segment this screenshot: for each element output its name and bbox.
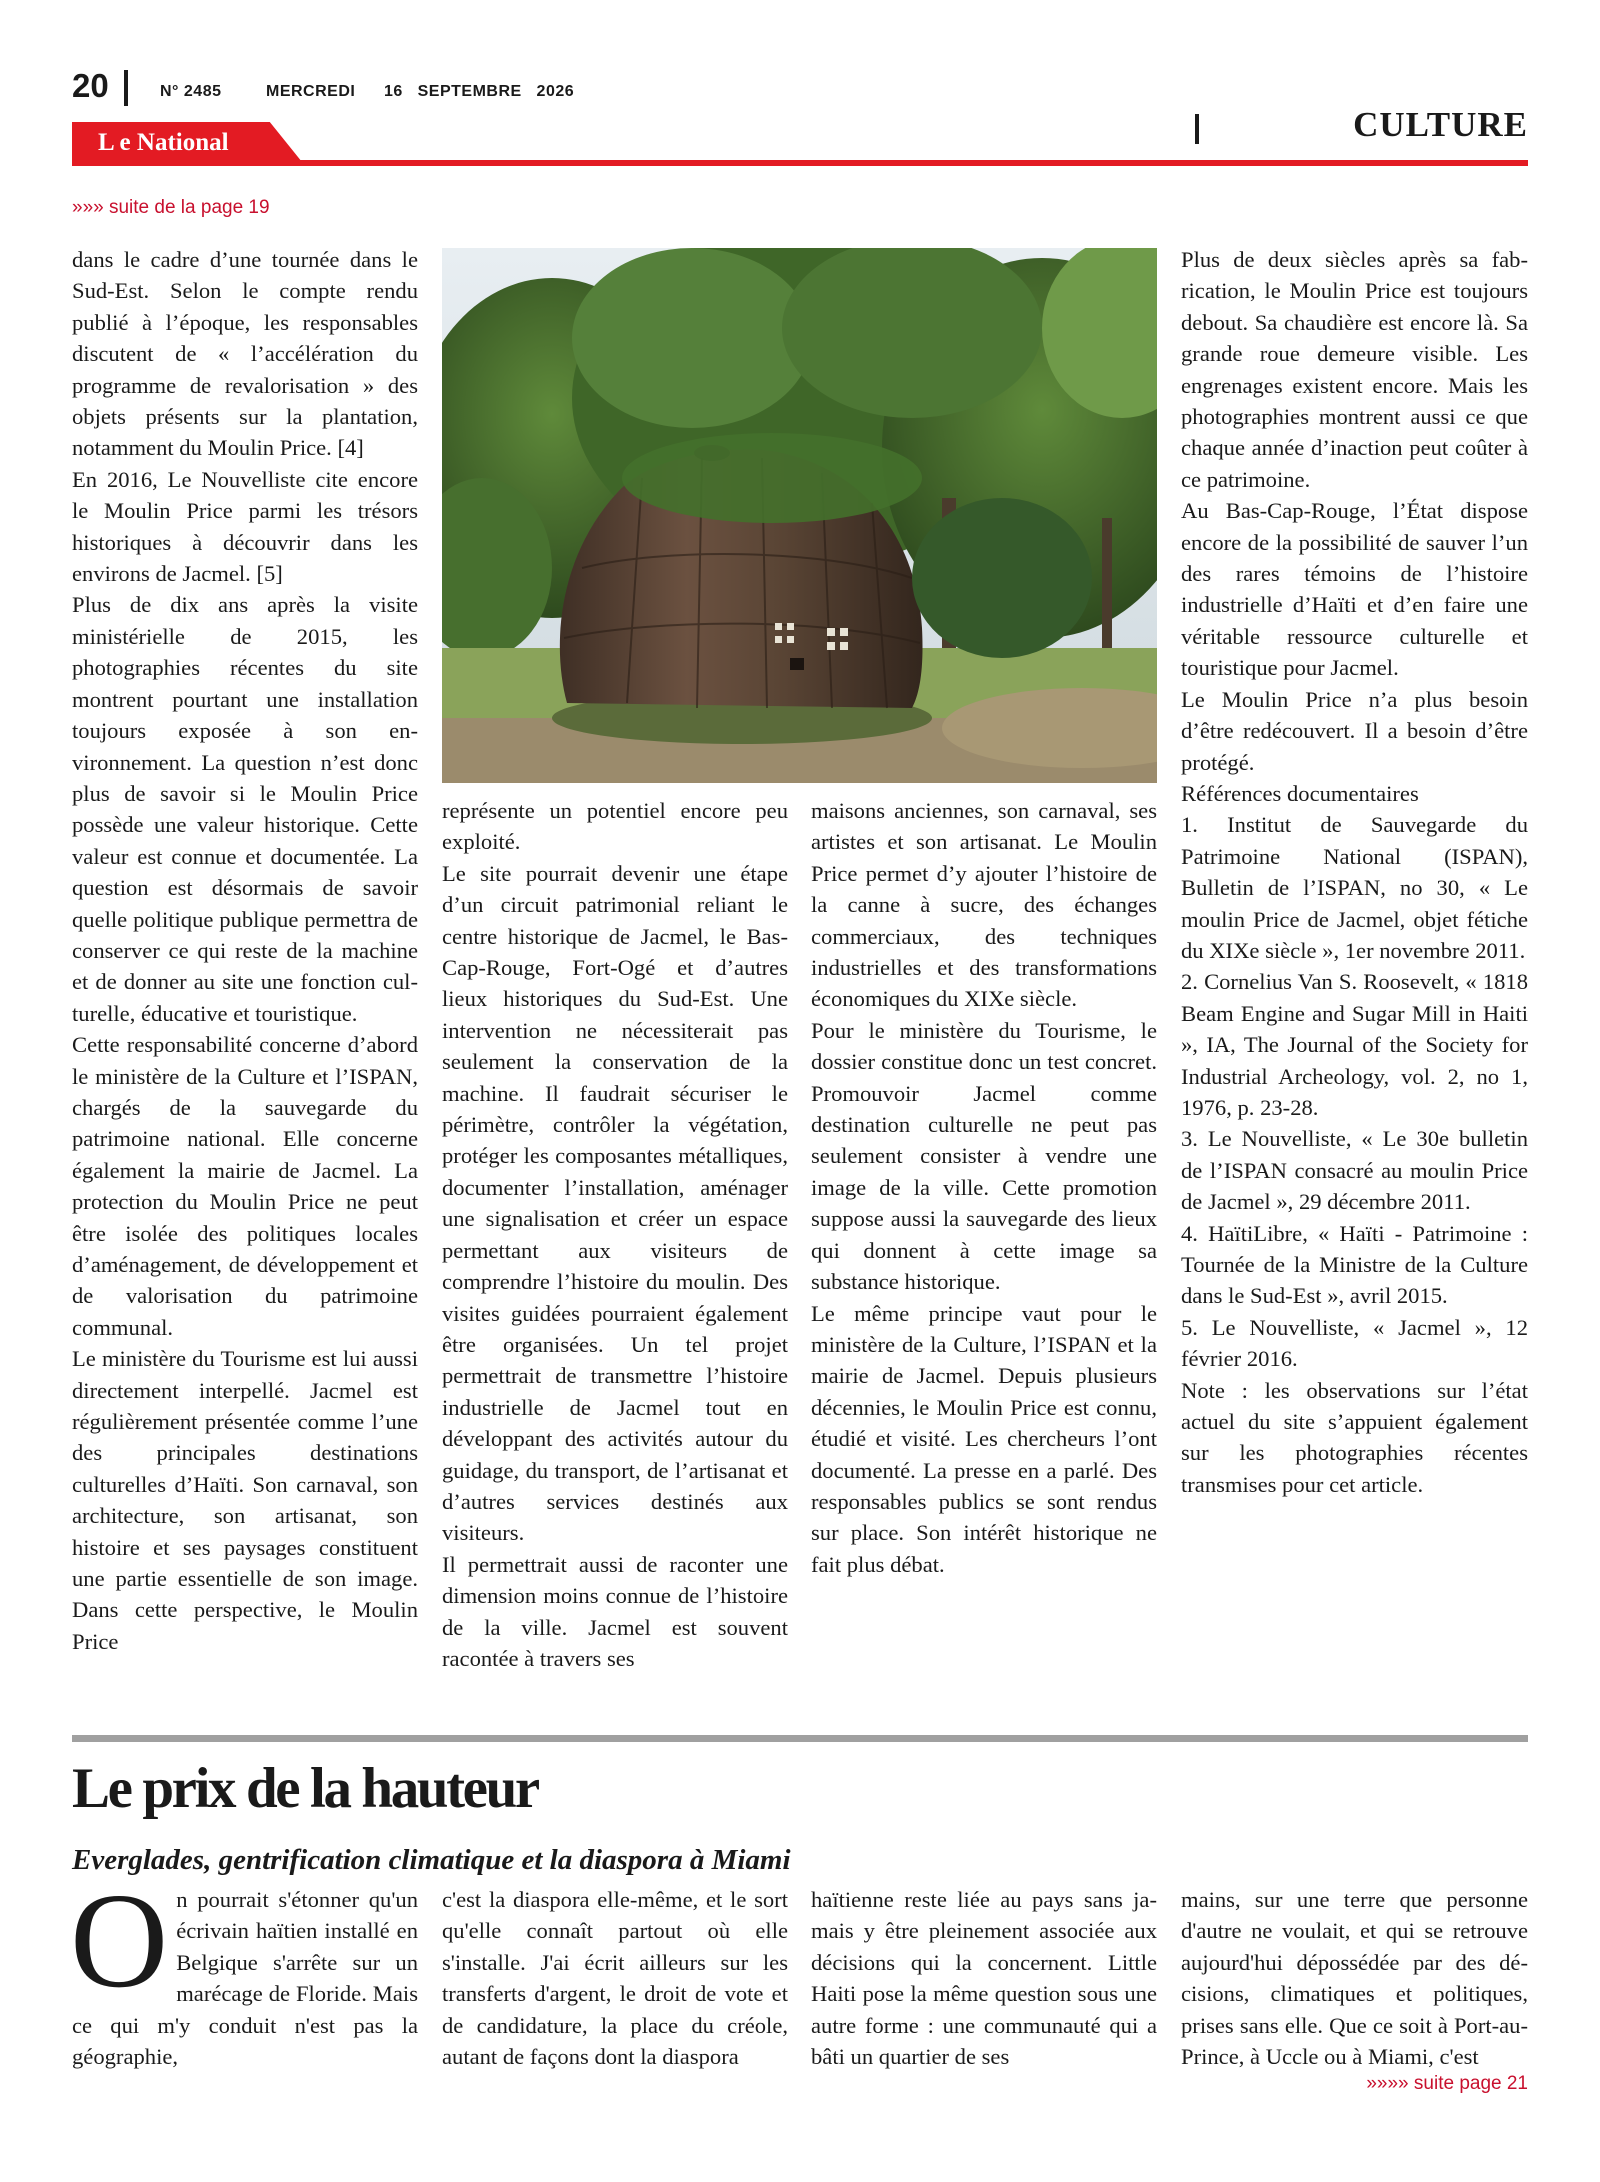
section-title: CULTURE — [1353, 105, 1528, 144]
article-column-1 — [72, 244, 418, 1657]
paragraph: Plus de dix ans après la visite ministérielle de 2015, les photographies récentes du site montrent pourtant une installation toujours exposée à son environnement. La question n’est donc plus de savoir si le Moulin Price possède une valeur historique. Cette valeur est connue et documentée. La question est désormais de savoir quelle politique publique permettra de conserver ce qui reste de la machine et de donner au site une fonction culturelle, éducative et touristique. — [72, 592, 418, 1026]
paragraph: dans le cadre d’une tournée dans le Sud-Est. Selon le compte rendu publié à l’époque, les responsables discutent de « l’accélération du programme de revalorisation » des objets présents sur la plantation, notamment du Moulin Price. [4] — [72, 247, 418, 461]
paragraph: Cette responsabilité concerne d’abord le ministère de la Culture et l’ISPAN, chargés de la sauvegarde du patrimoine national. Elle concerne également la mairie de Jacmel. La protection du Moulin Price ne peut être isolée des politiques locales d’aménagement, de développement et de valorisation du patrimoine communal. — [72, 1032, 418, 1340]
drop-cap: O — [70, 1866, 169, 2016]
paragraph: Le site pourrait devenir une étape d’un circuit patrimonial reliant le centre historique de Jacmel, le Bas-Cap-Rouge, Fort-Ogé et d’autres lieux historiques du Sud-Est. Une intervention ne nécessiterait pas seulement la conservation de la machine. Il faudrait sécuriser le périmètre, contrôler la végétation, protéger les composantes métalliques, documenter l’installation, aménager une signalisation et créer un espace permettant aux visiteurs de comprendre l’histoire du moulin. Des visites guidées pourraient également être organisées. Un tel projet permettrait de transmettre l’histoire industrielle de Jacmel tout en développant des activités autour du guidage, du transport, de l’artisanat et d’autres services destinés aux visiteurs. — [442, 860, 788, 1546]
section-divider — [1195, 114, 1199, 144]
paragraph: maisons anciennes, son carnaval, ses artistes et son artisanat. Le Moulin Price permet d’y ajouter l’histoire de la canne à sucre, des échanges commerciaux, des techniques industrielles et des transformations économiques du XIXe siècle. — [811, 798, 1157, 1012]
paragraph: Au Bas-Cap-Rouge, l’État dispose encore de la possibilité de sauver l’un des rares témoins de l’histoire industrielle d’Haïti et d’en faire une véritable ressource culturelle et touristique pour Jacmel. — [1181, 498, 1528, 681]
paragraph: Le même principe vaut pour le ministère de la Culture, l’ISPAN et la mairie de Jacmel. Depuis plusieurs décennies, le Moulin Price est connu, étudié et visité. Les chercheurs l’ont documenté. La presse en a parlé. Des responsables publics se sont rendus sur place. Son intérêt historique ne fait plus débat. — [811, 1300, 1157, 1577]
article-separator — [72, 1735, 1528, 1742]
article2-column-1 — [70, 1866, 418, 2072]
article2-column-3: haïtienne reste liée au pays sans jamais y être pleinement associée aux décisions qui la concernent. Little Haiti pose la même question sous une autre forme : une communauté qui a bâti un quartier de ses — [811, 1887, 1157, 2070]
article2-column-4: mains, sur une terre que personne d'autre ne voulait, et qui se retrouve aujourd'hui dépossédée par des décisions, climatiques et politiques, prises sans elle. Que ce soit à Port-au-Prince, à Uccle ou à Miami, c'est — [1181, 1887, 1528, 2070]
paragraph: Pour le ministère du Tourisme, le dossier constitue donc un test concret. Promouvoir Jacmel comme destination culturelle ne peut pas seulement consister à vendre une image de la ville. Cette promotion suppose aussi la sauvegarde des lieux qui donnent à cette image sa substance historique. — [811, 1017, 1157, 1295]
issue-date: 16 SEPTEMBRE 2026 — [384, 83, 575, 100]
paragraph: Le ministère du Tourisme est lui aussi directement interpellé. Jacmel est régulièrement présentée comme l’une des principales destinations culturelles d’Haïti. Son carnaval, son architecture, son artisanat, son histoire et ses paysages constituent une partie essentielle de son image. Dans cette perspective, le Moulin Price — [72, 1346, 418, 1654]
article-subtitle: Everglades, gentrification climatique et la diaspora à Miami — [72, 1844, 791, 1876]
note-paragraph: Note : les observations sur l’état actuel du site s’appuient également sur les photographies récentes transmises pour cet article. — [1181, 1377, 1528, 1497]
continued-to-link[interactable]: »»»» suite page 21 — [1366, 2073, 1528, 2094]
header-red-rule — [72, 160, 1528, 166]
paragraph: En 2016, Le Nouvelliste cite encore le Moulin Price parmi les trésors historiques à découvrir dans les environs de Jacmel. [5] — [72, 466, 418, 587]
continued-from-note: »»» suite de la page 19 — [72, 197, 270, 218]
article-headline: Le prix de la hauteur — [72, 1757, 538, 1820]
article2-column-2: c'est la diaspora elle-même, et le sort qu'elle connaît partout où elle s'installe. J'ai écrit ailleurs sur les transferts d'argent, le droit de vote et de candidature, la place du créole, autant de façons dont la diaspora — [442, 1887, 788, 2070]
paragraph: n pourrait s'étonner qu'un écrivain haïtien installé en Belgique s'arrête sur un marécage de Floride. Mais ce qui m'y conduit n'est pas la géographie, — [72, 1887, 418, 2070]
paragraph: représente un potentiel encore peu exploité. — [442, 798, 788, 855]
reference-item: 4. HaïtiLibre, « Haïti - Patrimoine : Tournée de la Ministre de la Culture dans le Sud-Est », avril 2015. — [1181, 1220, 1528, 1309]
issue-number: N° 2485 — [160, 83, 222, 100]
article-column-4 — [1181, 244, 1528, 1500]
header-divider — [124, 70, 128, 106]
masthead-brand — [72, 122, 302, 162]
brand-name: L e National — [98, 129, 229, 156]
article-column-3 — [811, 795, 1157, 1580]
paragraph: Plus de deux siècles après sa fabrication, le Moulin Price est toujours debout. Sa chaudière est encore là. Sa grande roue demeure visible. Les engrenages existent encore. Mais les photographies montrent aussi ce que chaque année d’inaction peut coûter à ce patrimoine. — [1181, 247, 1528, 492]
paragraph: Le Moulin Price n’a plus besoin d’être redécouvert. Il a besoin d’être protégé. — [1181, 686, 1528, 775]
reference-item: 5. Le Nouvelliste, « Jacmel », 12 février 2016. — [1181, 1314, 1528, 1372]
references-heading: Références documentaires — [1181, 780, 1419, 806]
page-number: 20 — [72, 67, 109, 104]
reference-item: 3. Le Nouvelliste, « Le 30e bulletin de l’ISPAN consacré au moulin Price de Jacmel », 29 décembre 2011. — [1181, 1126, 1528, 1215]
reference-item: 2. Cornelius Van S. Roosevelt, « 1818 Beam Engine and Sugar Mill in Haiti », IA, The Journal of the Society for Industrial Archeology, vol. 2, no 1, 1976, p. 23-28. — [1181, 969, 1528, 1120]
paragraph: Il permettrait aussi de raconter une dimension moins connue de l’histoire de la ville. Jacmel est souvent racontée à travers ses — [442, 1551, 788, 1671]
reference-item: 1. Institut de Sauvegarde du Patrimoine National (ISPAN), Bulletin de l’ISPAN, no 30, « Le moulin Price de Jacmel, objet fétiche du XIXe siècle », 1er novembre 2011. — [1181, 812, 1528, 963]
moulin-price-photo — [442, 248, 1157, 783]
issue-weekday: MERCREDI — [266, 83, 356, 100]
article-column-2 — [442, 795, 788, 1674]
